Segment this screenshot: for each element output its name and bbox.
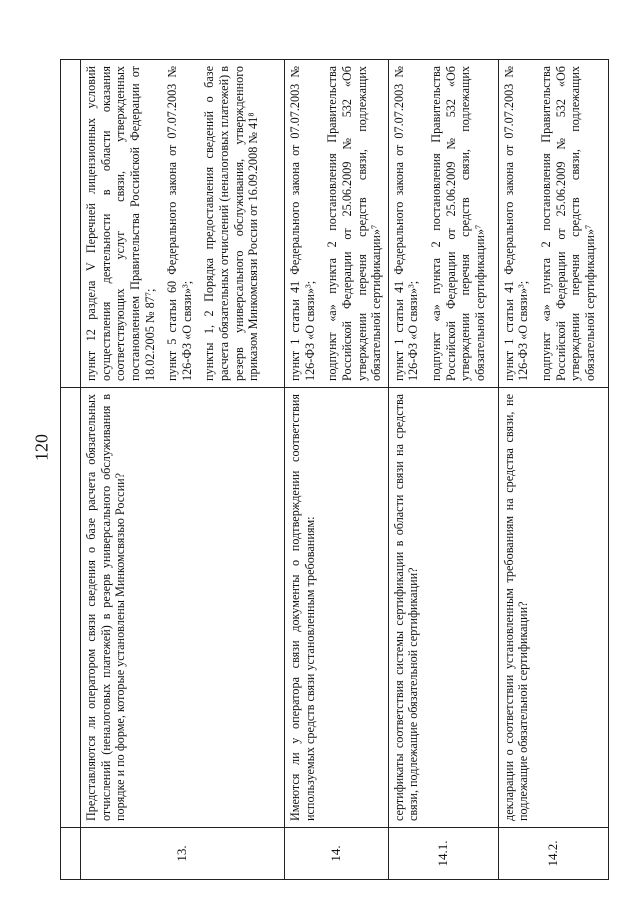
legal-basis xyxy=(498,60,608,388)
requirements-table-wrapper xyxy=(60,60,620,880)
legal-basis-item: подпункт «а» пункта 2 постановления Правительства Российской Федерации от 25.06.2009 № 532 «Об утверждении перечня средств связи, подлежащих обязательной сертификации»⁷ xyxy=(325,66,384,381)
row-number: 14. xyxy=(285,828,389,880)
legal-basis-item: пункты 1, 2 Порядка предоставления сведений о базе расчета обязательных отчислений (неналоговых платежей) в резерв универсального обслуживания, утвержденного приказом Минкомсвязи России от 16.09.2008 № 41⁸ xyxy=(202,66,261,381)
legal-basis xyxy=(285,60,389,388)
legal-basis-item: пункт 1 статьи 41 Федерального закона от 07.07.2003 № 126-ФЗ «О связи»³; xyxy=(391,66,421,381)
legal-basis-item: пункт 1 статьи 41 Федерального закона от 07.07.2003 № 126-ФЗ «О связи»³; xyxy=(501,66,531,381)
legal-basis xyxy=(388,60,498,388)
legal-basis xyxy=(81,60,285,388)
page-number: 120 xyxy=(31,434,52,461)
table-row xyxy=(498,60,608,880)
table-row xyxy=(61,60,81,880)
requirement-question: декларации о соответствии установленным требованиям на средства связи, не подлежащие обязательной сертификации? xyxy=(498,388,608,828)
requirements-table xyxy=(60,59,609,880)
legal-basis-item: подпункт «а» пункта 2 постановления Правительства Российской Федерации от 25.06.2009 № 532 «Об утверждении перечня средств связи, подлежащих обязательной сертификации»⁷ xyxy=(429,66,488,381)
empty-cell xyxy=(61,388,81,828)
empty-cell xyxy=(61,60,81,388)
table-row xyxy=(388,60,498,880)
legal-basis-item: подпункт «а» пункта 2 постановления Правительства Российской Федерации от 25.06.2009 № 532 «Об утверждении перечня средств связи, подлежащих обязательной сертификации»⁷ xyxy=(539,66,598,381)
legal-basis-item: пункт 12 раздела V Перечней лицензионных условий осуществления деятельности в области оказания соответствующих услуг связи, утвержденных постановлением Правительства Российской Федерации от 18.02.2005 № 87⁷; xyxy=(84,66,157,381)
row-number: 13. xyxy=(81,828,285,880)
table-row xyxy=(285,60,389,880)
row-number: 14.1. xyxy=(388,828,498,880)
requirement-question: Представляются ли оператором связи сведения о базе расчета обязательных отчислений (неналоговых платежей) в резерв универсального обслуживания в порядке и по форме, которые установлены Минкомсвязью России? xyxy=(81,388,285,828)
table-row xyxy=(81,60,285,880)
requirement-question: Имеются ли у оператора связи документы о подтверждении соответствия используемых средств связи установленным требованиям: xyxy=(285,388,389,828)
row-number: 14.2. xyxy=(498,828,608,880)
requirement-question: сертификаты соответствия системы сертификации в области связи на средства связи, подлежащие обязательной сертификации? xyxy=(388,388,498,828)
legal-basis-item: пункт 1 статьи 41 Федерального закона от 07.07.2003 № 126-ФЗ «О связи»³; xyxy=(288,66,317,381)
legal-basis-item: пункт 5 статьи 60 Федерального закона от 07.07.2003 № 126-ФЗ «О связи»³; xyxy=(165,66,194,381)
empty-cell xyxy=(61,828,81,880)
